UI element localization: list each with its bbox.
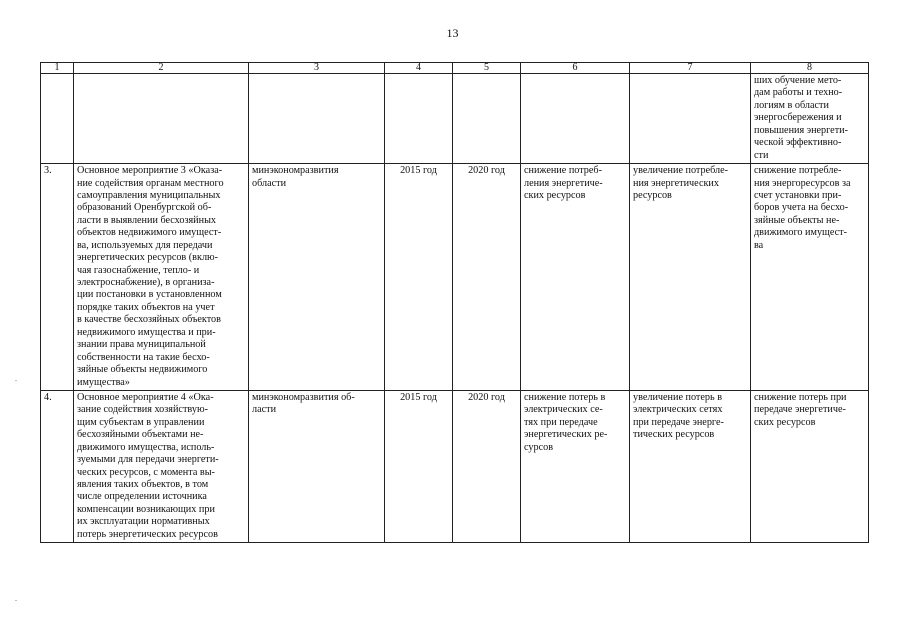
cell-line: тях при передаче	[524, 416, 598, 428]
cell-line: Основное мероприятие 4 «Ока-	[77, 391, 214, 403]
end-year-cell: 2020 год	[453, 390, 521, 542]
cell-line: знании права муниципальной	[77, 339, 206, 351]
cell-line: минэкономразвития	[252, 165, 339, 177]
start-year-cell: 2015 год	[385, 164, 453, 391]
scan-margin-mark	[15, 600, 17, 601]
measure-cell	[74, 164, 249, 391]
result-cell	[521, 164, 630, 391]
measures-table	[40, 62, 869, 543]
column-header: 7	[630, 63, 751, 74]
cell-line: порядке таких объектов на учет	[77, 301, 215, 313]
cell-line: дам работы и техно-	[754, 87, 843, 99]
executor-cell	[249, 390, 385, 542]
scan-margin-mark	[15, 380, 17, 381]
cell-line: снижение потреб-	[524, 165, 603, 177]
cell-line: собственности на такие бесхо-	[77, 351, 210, 363]
end-year-cell: 2020 год	[453, 164, 521, 391]
cell-line: повышения энергети-	[754, 124, 849, 136]
cell-line: логиям в области	[754, 99, 829, 111]
cell-line: снижение потребле-	[754, 165, 842, 177]
cell-line: недвижимого имущества и при-	[77, 326, 216, 338]
column-header: 5	[453, 63, 521, 74]
executor-cell	[249, 164, 385, 391]
cell-line: ления энергетиче-	[524, 177, 603, 189]
result-cell	[521, 390, 630, 542]
start-year-cell: 2015 год	[385, 390, 453, 542]
cell-line: электрических сетях	[633, 404, 723, 416]
column-header: 3	[249, 63, 385, 74]
cell-line: движимого имущества, исполь-	[77, 441, 215, 453]
cell-line: тических ресурсов	[633, 429, 715, 441]
consequence-cell	[630, 390, 751, 542]
row-number: 3.	[41, 164, 74, 391]
cell-line: ческих ресурсов, с момента вы-	[77, 466, 215, 478]
cell-line: зание содействия хозяйствую-	[77, 404, 208, 416]
cell-line: ласти	[252, 404, 277, 416]
consequence-cell	[630, 164, 751, 391]
cell-line: образований Оренбургской об-	[77, 202, 212, 214]
header-row	[41, 63, 869, 74]
continuation-row	[41, 74, 869, 164]
cell-line: самоуправления муниципальных	[77, 189, 221, 201]
cell-line: энергетических ре-	[524, 429, 608, 441]
cell-line: энергосбережения и	[754, 112, 842, 124]
cell-line: ции постановки в установленном	[77, 289, 222, 301]
cell-line: снижение потерь в	[524, 391, 606, 403]
cell-line: счет установки при-	[754, 189, 842, 201]
cell-line: имущества»	[77, 376, 130, 388]
cell-line: числе определении источника	[77, 491, 207, 503]
indicator-cell	[751, 164, 869, 391]
continuation-indicator-cell	[751, 74, 869, 164]
column-header: 4	[385, 63, 453, 74]
cell-line: ческой эффективно-	[754, 137, 842, 149]
cell-line: бесхозяйными объектами не-	[77, 429, 204, 441]
cell-line: ресурсов	[633, 189, 672, 201]
column-header: 8	[751, 63, 869, 74]
cell-line: электроснабжение), в организа-	[77, 277, 215, 288]
indicator-cell	[751, 390, 869, 542]
cell-line: чая газоснабжение, тепло- и	[77, 264, 200, 276]
cell-line: в качестве бесхозяйных объектов	[77, 314, 221, 326]
cell-line: компенсации возникающих при	[77, 503, 215, 515]
cell-line: явления таких объектов, в том	[77, 479, 209, 490]
cell-line: сурсов	[524, 441, 554, 453]
cell-line: щим субъектам в управлении	[77, 416, 205, 428]
row-number: 4.	[41, 390, 74, 542]
cell-line: снижение потерь при	[754, 391, 847, 403]
cell-line: передаче энергетиче-	[754, 404, 846, 416]
cell-line: зяйные объекты недвижимого	[77, 364, 208, 376]
cell-line: ва, используемых для передачи	[77, 239, 213, 251]
cell-line: ния энергетических	[633, 177, 719, 189]
cell-line: Основное мероприятие 3 «Оказа-	[77, 165, 223, 177]
cell-line: ния энергоресурсов за	[754, 177, 851, 189]
cell-line: энергетических ресурсов (вклю-	[77, 252, 219, 264]
cell-line: зуемыми для передачи энергети-	[77, 454, 219, 466]
table-row	[41, 164, 869, 391]
cell-line: потерь энергетических ресурсов	[77, 528, 218, 540]
cell-line: при передаче энерге-	[633, 416, 724, 428]
column-header: 6	[521, 63, 630, 74]
page-number: 13	[446, 26, 459, 40]
cell-line: ских ресурсов	[524, 189, 586, 201]
cell-line: боров учета на бесхо-	[754, 202, 849, 214]
cell-line: области	[252, 177, 287, 189]
cell-line: ние содействия органам местного	[77, 177, 224, 189]
cell-line: зяйные объекты не-	[754, 214, 840, 226]
table-row	[41, 390, 869, 542]
measure-cell	[74, 390, 249, 542]
cell-line: сти	[754, 149, 769, 161]
column-header: 1	[41, 63, 74, 74]
cell-line: их эксплуатации нормативных	[77, 516, 210, 528]
cell-line: объектов недвижимого имущест-	[77, 227, 222, 239]
cell-line: увеличение потребле-	[633, 165, 729, 177]
cell-line: ских ресурсов	[754, 416, 816, 428]
column-header: 2	[74, 63, 249, 74]
cell-line: увеличение потерь в	[633, 391, 723, 403]
cell-line: ших обучение мето-	[754, 75, 842, 86]
cell-line: движимого имущест-	[754, 227, 848, 239]
cell-line: ласти в выявлении бесхозяйных	[77, 214, 217, 226]
cell-line: ва	[754, 239, 764, 251]
cell-line: минэкономразвития об-	[252, 391, 355, 403]
cell-line: электрических се-	[524, 404, 603, 416]
